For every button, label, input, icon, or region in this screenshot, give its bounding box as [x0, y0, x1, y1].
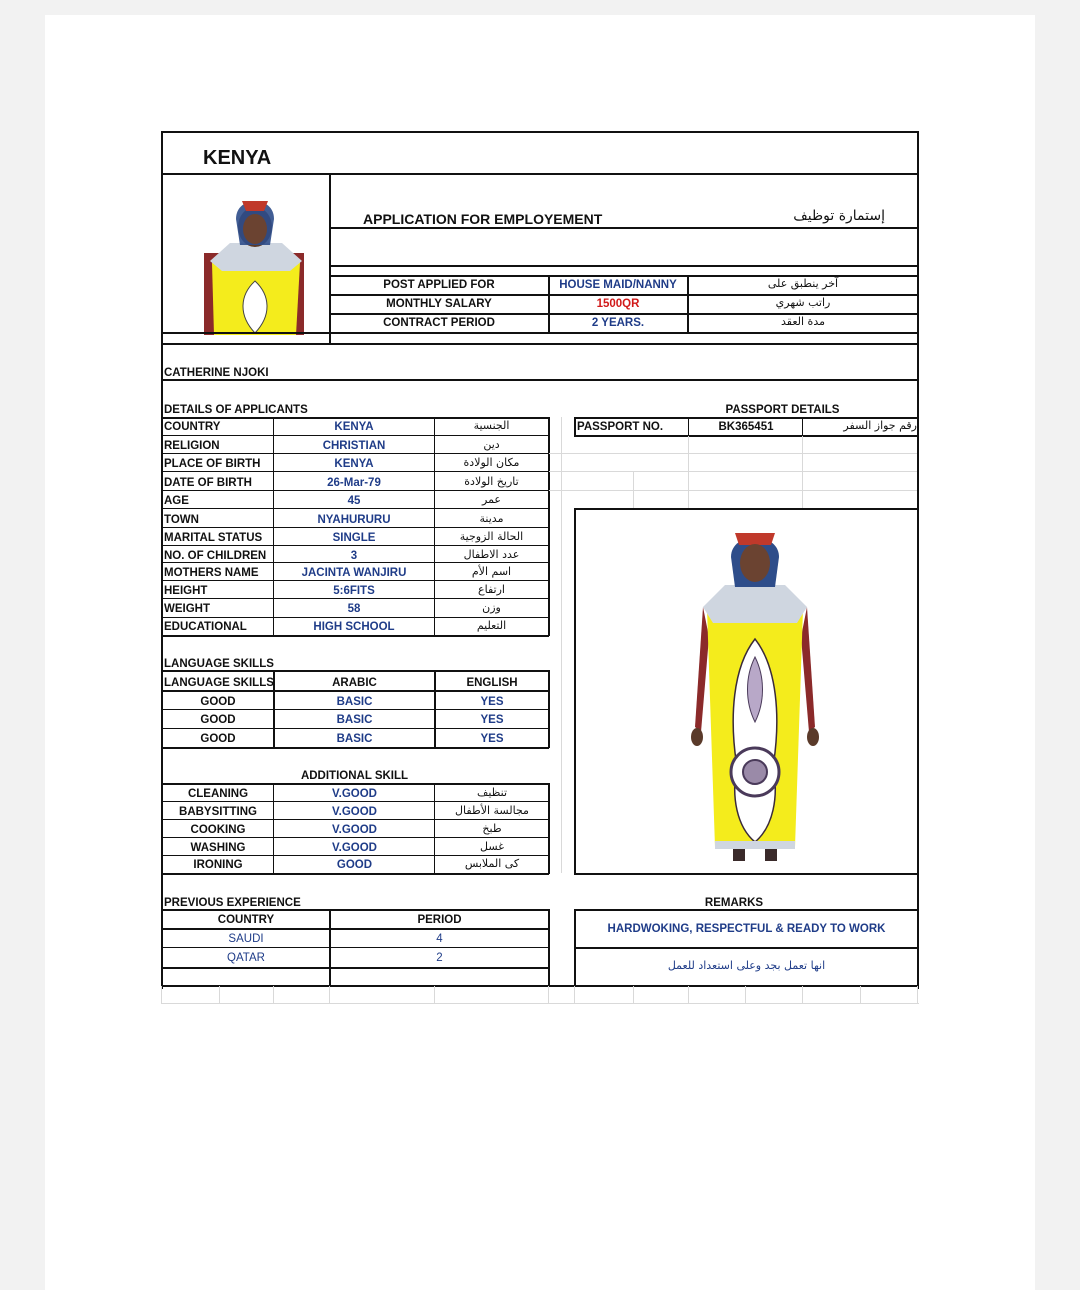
passport-number: BK365451 — [718, 421, 774, 433]
applicant-name: CATHERINE NJOKI — [164, 367, 269, 379]
detail-label-arabic: الحالة الزوجية — [459, 530, 524, 543]
post-value: HOUSE MAID/NANNY — [559, 279, 677, 291]
remarks-arabic: انها تعمل بجد وعلى استعداد للعمل — [667, 959, 826, 972]
detail-label-arabic: عمر — [482, 493, 501, 506]
application-title-arabic: إستمارة توظيف — [793, 208, 885, 224]
detail-value: HIGH SCHOOL — [313, 621, 395, 633]
detail-label-arabic: الجنسية — [473, 419, 510, 432]
applicant-photo-full — [685, 527, 825, 862]
document-page — [45, 15, 1035, 1290]
language-level: GOOD — [200, 733, 236, 745]
detail-value: SINGLE — [332, 532, 376, 544]
detail-value: 45 — [347, 495, 361, 507]
language-level: GOOD — [200, 714, 236, 726]
detail-value: KENYA — [334, 421, 374, 433]
skill-label: IRONING — [193, 859, 243, 871]
language-header-arabic: ARABIC — [332, 677, 377, 689]
country-title: KENYA — [203, 147, 272, 169]
detail-label: NO. OF CHILDREN — [164, 550, 267, 562]
language-section-title: LANGUAGE SKILLS — [164, 658, 274, 670]
passport-section-title: PASSPORT DETAILS — [725, 404, 840, 416]
detail-value: 3 — [350, 550, 358, 562]
skill-value: V.GOOD — [332, 824, 377, 836]
language-arabic-value: BASIC — [336, 714, 373, 726]
language-header-english: ENGLISH — [466, 677, 518, 689]
experience-country: SAUDI — [228, 933, 264, 945]
experience-country: QATAR — [227, 952, 265, 964]
contract-label-arabic: مدة العقد — [781, 315, 825, 328]
detail-label: RELIGION — [164, 440, 220, 452]
experience-section-title: PREVIOUS EXPERIENCE — [164, 897, 301, 909]
detail-label: EDUCATIONAL — [164, 621, 247, 633]
detail-value: 58 — [347, 603, 361, 615]
remarks-english: HARDWOKING, RESPECTFUL & READY TO WORK — [607, 923, 886, 935]
detail-label: AGE — [164, 495, 189, 507]
detail-label-arabic: ارتفاع — [478, 583, 505, 596]
salary-label-arabic: راتب شهري — [775, 296, 831, 309]
detail-label-arabic: تاريخ الولادة — [464, 475, 519, 488]
skill-value: V.GOOD — [332, 842, 377, 854]
remarks-section-title: REMARKS — [704, 897, 764, 909]
detail-label-arabic: عدد الاطفال — [463, 548, 520, 561]
experience-period: 2 — [436, 952, 443, 964]
skill-label-arabic: طبخ — [482, 822, 502, 835]
skill-label-arabic: تنظيف — [476, 786, 508, 799]
post-label-arabic: آخر ينطبق على — [767, 277, 839, 290]
details-section-title: DETAILS OF APPLICANTS — [164, 404, 308, 416]
language-english-value: YES — [480, 714, 504, 726]
experience-header-period: PERIOD — [417, 914, 462, 926]
skill-label-arabic: کی الملابس — [464, 857, 520, 870]
salary-value: 1500QR — [596, 298, 640, 310]
detail-label: HEIGHT — [164, 585, 208, 597]
detail-label-arabic: دين — [483, 438, 500, 451]
detail-label: MOTHERS NAME — [164, 567, 259, 579]
experience-header-country: COUNTRY — [217, 914, 275, 926]
skill-value: V.GOOD — [332, 806, 377, 818]
detail-label: DATE OF BIRTH — [164, 477, 252, 489]
detail-label-arabic: وزن — [482, 601, 501, 614]
detail-label-arabic: مكان الولادة — [463, 456, 520, 469]
detail-label-arabic: التعليم — [476, 619, 507, 632]
applicant-photo-small — [200, 185, 310, 335]
application-title: APPLICATION FOR EMPLOYEMENT — [363, 211, 603, 227]
passport-label: PASSPORT NO. — [577, 421, 664, 433]
detail-label: WEIGHT — [164, 603, 210, 615]
skill-label: WASHING — [190, 842, 246, 854]
skill-label-arabic: غسل — [480, 840, 504, 853]
language-arabic-value: BASIC — [336, 696, 373, 708]
detail-value: 26-Mar-79 — [327, 477, 381, 489]
detail-value: CHRISTIAN — [322, 440, 386, 452]
experience-period: 4 — [436, 933, 443, 945]
salary-label: MONTHLY SALARY — [386, 298, 492, 310]
detail-label-arabic: مدينة — [479, 512, 504, 525]
detail-value: KENYA — [334, 458, 374, 470]
skill-label-arabic: مجالسة الأطفال — [455, 804, 529, 817]
skill-value: GOOD — [336, 859, 373, 871]
detail-value: NYAHURURU — [317, 514, 391, 526]
detail-value: JACINTA WANJIRU — [301, 567, 407, 579]
detail-label: TOWN — [164, 514, 199, 526]
language-english-value: YES — [480, 696, 504, 708]
skill-label: BABYSITTING — [179, 806, 257, 818]
language-header-skills: LANGUAGE SKILLS — [164, 677, 274, 689]
post-label: POST APPLIED FOR — [383, 279, 495, 291]
detail-value: 5:6FITS — [333, 585, 375, 597]
skills-section-title: ADDITIONAL SKILL — [300, 770, 409, 782]
detail-label: COUNTRY — [164, 421, 221, 433]
detail-label: MARITAL STATUS — [164, 532, 263, 544]
passport-label-arabic: رقم جواز السفر — [843, 419, 917, 432]
language-level: GOOD — [200, 696, 236, 708]
language-arabic-value: BASIC — [336, 733, 373, 745]
skill-label: COOKING — [190, 824, 246, 836]
skill-label: CLEANING — [187, 788, 249, 800]
contract-value: 2 YEARS. — [591, 317, 645, 329]
detail-label: PLACE OF BIRTH — [164, 458, 261, 470]
language-english-value: YES — [480, 733, 504, 745]
contract-label: CONTRACT PERIOD — [383, 317, 495, 329]
skill-value: V.GOOD — [332, 788, 377, 800]
detail-label-arabic: اسم الأم — [471, 565, 512, 578]
